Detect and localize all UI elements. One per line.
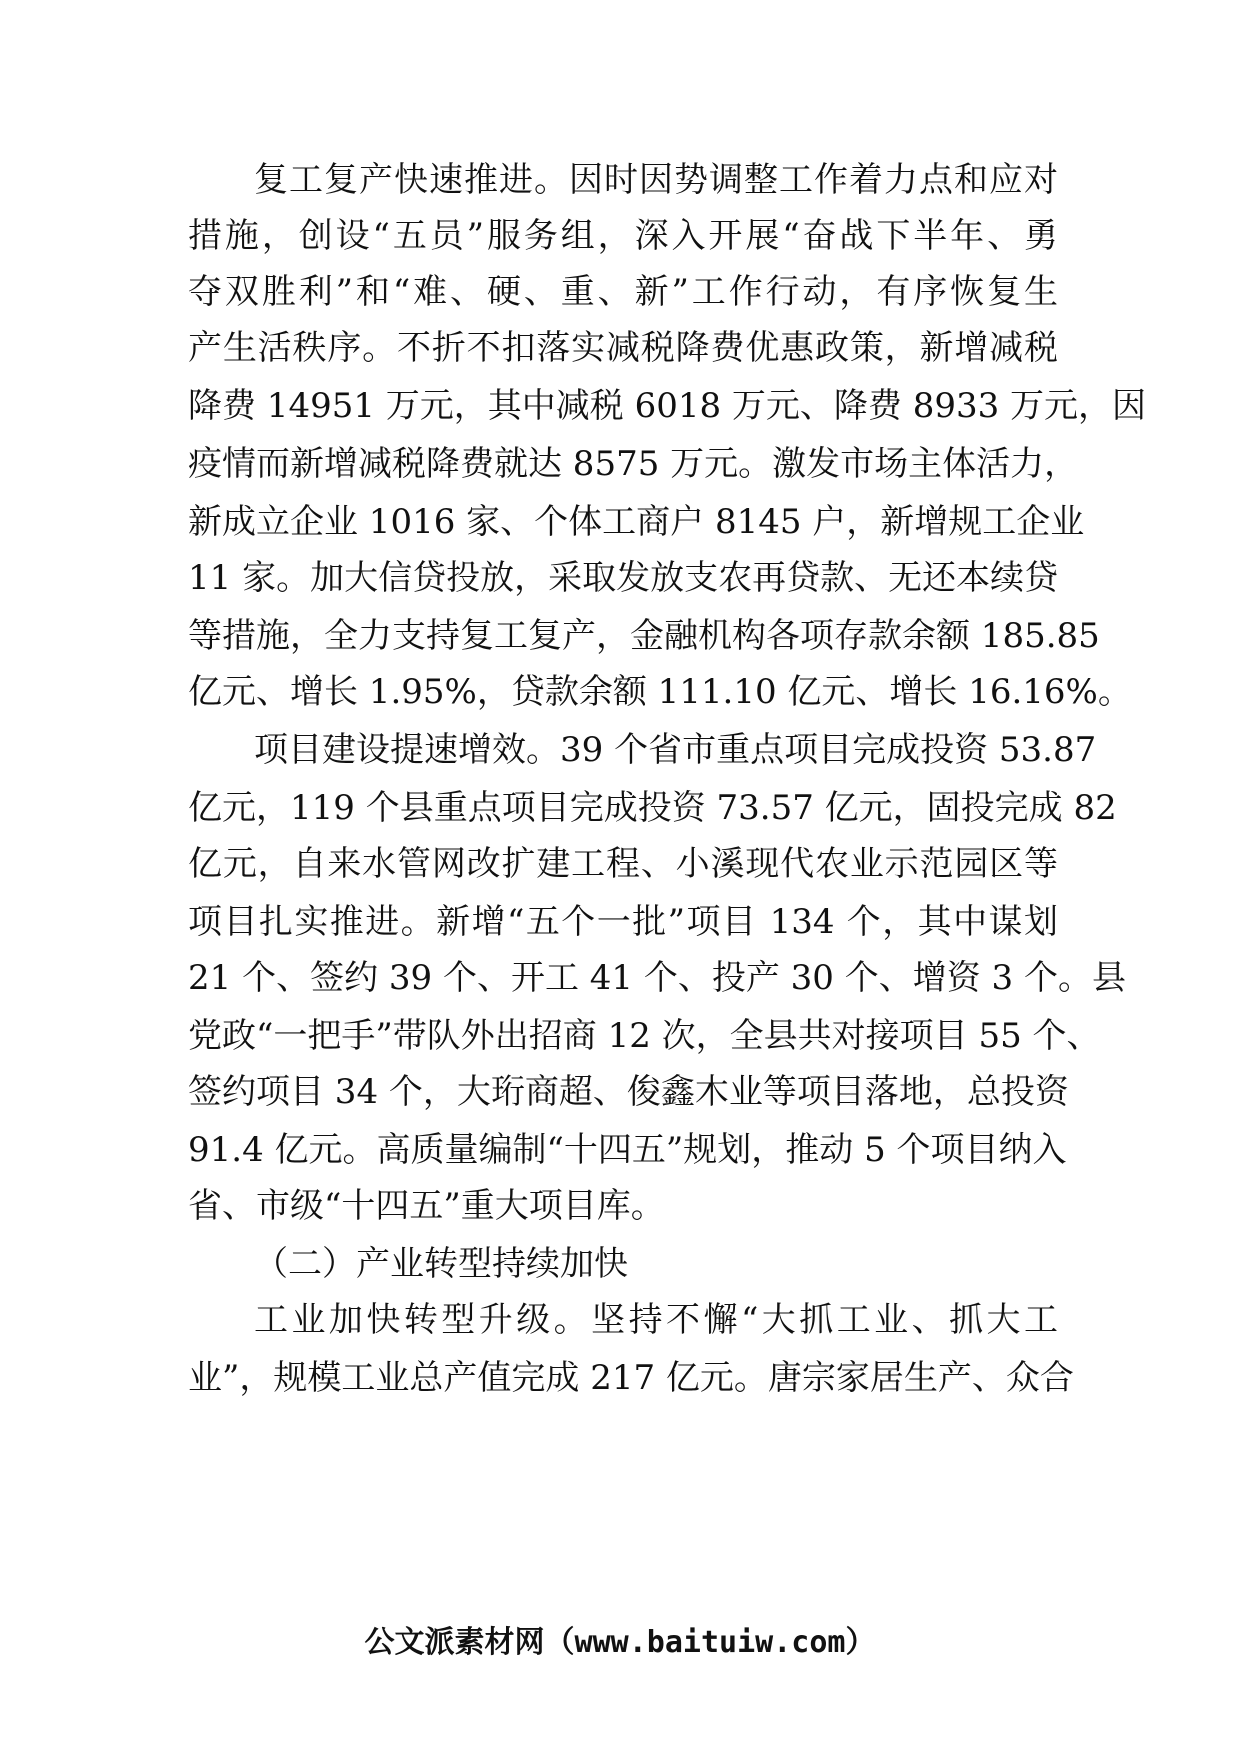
paragraph-line: 复工复产快速推进。因时因势调整工作着力点和应对: [254, 160, 1058, 200]
paragraph-line: 91.4 亿元。高质量编制“十四五”规划，推动 5 个项目纳入: [188, 1130, 1067, 1170]
paragraph-line: 11 家。加大信贷投放，采取发放支农再贷款、无还本续贷: [188, 558, 1059, 598]
footer-watermark-text: 公文派素材网（www.baituiw.com）: [364, 1625, 876, 1660]
paragraph-line: 亿元，119 个县重点项目完成投资 73.57 亿元，固投完成 82: [188, 788, 1117, 828]
paragraph-line: 夺双胜利”和“难、硬、重、新”工作行动，有序恢复生: [188, 272, 1058, 312]
paragraph-line: 签约项目 34 个，大珩商超、俊鑫木业等项目落地，总投资: [188, 1072, 1069, 1112]
section-heading: （二）产业转型持续加快: [254, 1244, 628, 1284]
paragraph-line: 省、市级“十四五”重大项目库。: [188, 1186, 665, 1226]
paragraph-line: 亿元，自来水管网改扩建工程、小溪现代农业示范园区等: [188, 844, 1058, 884]
paragraph-line: 措施，创设“五员”服务组，深入开展“奋战下半年、勇: [188, 216, 1058, 256]
paragraph-line: 降费 14951 万元，其中减税 6018 万元、降费 8933 万元，因: [188, 386, 1147, 426]
paragraph-line: 项目扎实推进。新增“五个一批”项目 134 个，其中谋划: [188, 902, 1058, 942]
paragraph-line: 业”，规模工业总产值完成 217 亿元。唐宗家居生产、众合: [188, 1358, 1074, 1398]
paragraph-line: 新成立企业 1016 家、个体工商户 8145 户，新增规工企业: [188, 502, 1085, 542]
paragraph-line: 项目建设提速增效。39 个省市重点项目完成投资 53.87: [254, 730, 1097, 770]
paragraph-line: 党政“一把手”带队外出招商 12 次，全县共对接项目 55 个、: [188, 1016, 1101, 1056]
paragraph-line: 产生活秩序。不折不扣落实减税降费优惠政策，新增减税: [188, 328, 1058, 368]
paragraph-line: 等措施，全力支持复工复产，金融机构各项存款余额 185.85: [188, 616, 1100, 656]
paragraph-line: 疫情而新增减税降费就达 8575 万元。激发市场主体活力，: [188, 444, 1079, 484]
paragraph-line: 21 个、签约 39 个、开工 41 个、投产 30 个、增资 3 个。县: [188, 958, 1126, 998]
paragraph-line: 亿元、增长 1.95%，贷款余额 111.10 亿元、增长 16.16%。: [188, 672, 1132, 712]
paragraph-line: 工业加快转型升级。坚持不懈“大抓工业、抓大工: [254, 1300, 1058, 1340]
